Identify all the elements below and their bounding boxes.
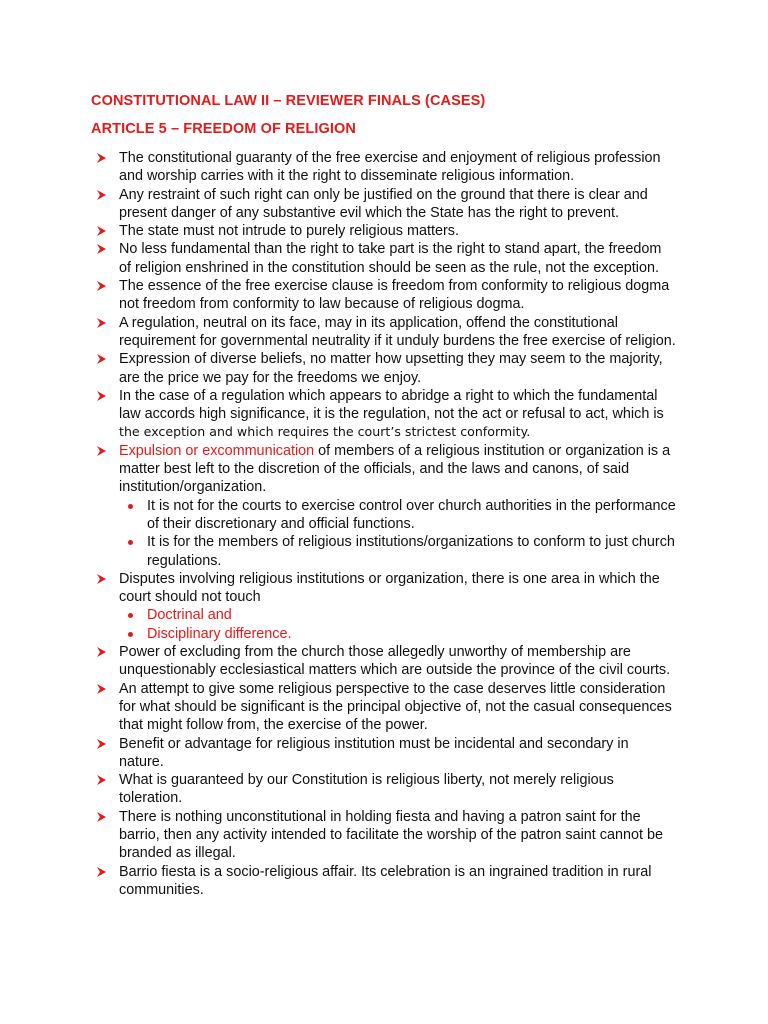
text-line: Expression of diverse beliefs, no matter how upsetting they may seem to the majority, <box>119 351 663 368</box>
text-line: the exception and which requires the court’s strictest conformity. <box>119 424 531 440</box>
list-item <box>0 387 679 442</box>
list-item <box>0 735 679 772</box>
text-line: A regulation, neutral on its face, may in its application, offend the constitutional <box>119 314 618 331</box>
list-item <box>0 149 679 186</box>
list-item <box>0 771 679 808</box>
text-line: communities. <box>119 881 204 898</box>
text-line: Doctrinal and <box>147 607 232 624</box>
text-line: present danger of any substantive evil which the State has the right to prevent. <box>119 204 619 221</box>
arrow-bullet-icon <box>96 772 107 788</box>
text-line: of their discretionary and official functions. <box>147 515 415 532</box>
item-text <box>119 443 670 496</box>
arrow-bullet-icon <box>96 150 107 166</box>
item-text <box>147 626 292 642</box>
text-line: unquestionably ecclesiastical matters which are outside the province of the civil courts. <box>119 662 671 679</box>
text-line: Barrio fiesta is a socio-religious affair. Its celebration is an ingrained tradition in rural <box>119 863 652 880</box>
dot-bullet-icon <box>128 632 133 637</box>
list-item <box>0 186 679 223</box>
list-item <box>0 808 679 863</box>
list-item <box>0 222 679 240</box>
section-heading: ARTICLE 5 – FREEDOM OF RELIGION <box>91 121 356 137</box>
list-item <box>0 240 679 277</box>
sub-list-item <box>0 533 679 570</box>
text-line: court should not touch <box>119 589 261 606</box>
dot-bullet-icon <box>128 504 133 509</box>
item-text <box>119 736 629 770</box>
item-text <box>119 351 663 385</box>
arrow-bullet-icon <box>96 187 107 203</box>
list-item <box>0 442 679 497</box>
item-text <box>119 187 648 221</box>
sub-list-item <box>0 606 679 624</box>
item-text <box>147 607 232 623</box>
arrow-bullet-icon <box>96 864 107 880</box>
list-item <box>0 314 679 351</box>
item-text <box>119 278 669 312</box>
text-line: The state must not intrude to purely religious matters. <box>119 223 459 240</box>
arrow-bullet-icon <box>96 443 107 459</box>
arrow-bullet-icon <box>96 241 107 257</box>
text-line: are the price we pay for the freedoms we enjoy. <box>119 369 422 386</box>
text-line: for what should be significant is the principal objective of, not the casual consequences <box>119 698 672 715</box>
text-line: No less fundamental than the right to take part is the right to stand apart, the freedom <box>119 241 662 258</box>
text-line: There is nothing unconstitutional in holding fiesta and having a patron saint for the <box>119 808 641 825</box>
list-item <box>0 277 679 314</box>
list-item <box>0 350 679 387</box>
dot-bullet-icon <box>128 613 133 618</box>
arrow-bullet-icon <box>96 736 107 752</box>
list-item <box>0 680 679 735</box>
text-line: law accords high significance, it is the regulation, not the act or refusal to act, which is <box>119 406 664 423</box>
item-text <box>119 644 670 678</box>
text-line: What is guaranteed by our Constitution is religious liberty, not merely religious <box>119 772 614 789</box>
item-text <box>119 150 661 184</box>
text-line: requirement for governmental neutrality if it unduly burdens the free exercise of religion. <box>119 332 676 349</box>
sub-list-item <box>0 625 679 643</box>
highlighted-term: Expulsion or excommunication <box>119 442 315 459</box>
text-line: barrio, then any activity intended to facilitate the worship of the patron saint cannot be <box>119 826 663 843</box>
text-line: institution/organization. <box>119 479 267 496</box>
dot-bullet-icon <box>128 540 133 545</box>
text-line: of religion enshrined in the constitution should be seen as the rule, not the exception. <box>119 259 660 276</box>
arrow-bullet-icon <box>96 278 107 294</box>
text-line: Any restraint of such right can only be justified on the ground that there is clear and <box>119 186 648 203</box>
text-line: It is not for the courts to exercise control over church authorities in the performance <box>147 497 676 514</box>
text-line: Power of excluding from the church those allegedly unworthy of membership are <box>119 644 631 661</box>
text-line: that might follow from, the exercise of the power. <box>119 717 428 734</box>
arrow-bullet-icon <box>96 223 107 239</box>
arrow-bullet-icon <box>96 571 107 587</box>
item-text <box>147 534 675 568</box>
text-line: regulations. <box>147 552 222 569</box>
arrow-bullet-icon <box>96 644 107 660</box>
text-line: The constitutional guaranty of the free exercise and enjoyment of religious profession <box>119 150 661 166</box>
item-text <box>147 498 676 532</box>
item-text <box>119 681 672 734</box>
item-text <box>119 315 676 349</box>
item-text <box>119 223 459 239</box>
item-text <box>119 241 661 275</box>
item-text <box>119 571 660 605</box>
text-line: not freedom from conformity to law because of religious dogma. <box>119 296 525 313</box>
text-line: and worship carries with it the right to disseminate religious information. <box>119 168 575 185</box>
item-text <box>119 809 663 862</box>
list-item <box>0 863 679 900</box>
item-text <box>119 772 614 806</box>
arrow-bullet-icon <box>96 681 107 697</box>
list-item <box>0 570 679 607</box>
text-line: toleration. <box>119 790 183 807</box>
bullet-list <box>0 149 768 899</box>
list-item <box>0 643 679 680</box>
text-line: Disputes involving religious institutions or organization, there is one area in which the <box>119 570 660 587</box>
text-line: of members of a religious institution or organization is a <box>314 442 671 459</box>
arrow-bullet-icon <box>96 315 107 331</box>
document-title: CONSTITUTIONAL LAW II – REVIEWER FINALS (CASES) <box>91 93 486 109</box>
sub-list-item <box>0 497 679 534</box>
text-line: In the case of a regulation which appears to abridge a right to which the fundamental <box>119 387 658 404</box>
text-line: matter best left to the discretion of the officials, and the laws and canons, of said <box>119 461 630 478</box>
arrow-bullet-icon <box>96 351 107 367</box>
text-line: It is for the members of religious institutions/organizations to conform to just church <box>147 534 675 551</box>
item-text <box>119 388 664 441</box>
text-line: nature. <box>119 753 164 770</box>
item-text <box>119 864 651 898</box>
text-line: Disciplinary difference. <box>147 625 292 642</box>
text-line: The essence of the free exercise clause is freedom from conformity to religious dogma <box>119 278 670 295</box>
text-line: Benefit or advantage for religious institution must be incidental and secondary in <box>119 735 629 752</box>
arrow-bullet-icon <box>96 809 107 825</box>
arrow-bullet-icon <box>96 388 107 404</box>
text-line: An attempt to give some religious perspective to the case deserves little consideration <box>119 680 666 697</box>
text-line: branded as illegal. <box>119 845 236 862</box>
